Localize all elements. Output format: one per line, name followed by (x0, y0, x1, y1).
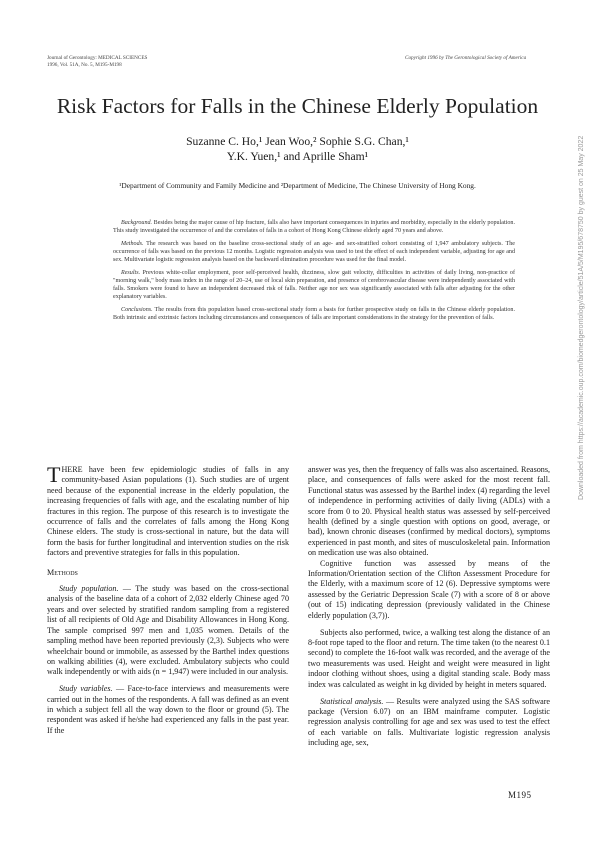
abstract-methods (113, 241, 515, 265)
results-text: Previous white-collar employment, poor self-perceived health, dizziness, slow gait velocity, difficulties in activities of daily living, non-practice of "morning walk," body mass index in the range of 20–24, use of local skin preparation, and presence of cerebrovascular disease were independently associated with falls. Smokers were found to have an independent decreased risk of falls. Neither age nor sex was significantly associated with falls after adjusting for the other explanatory variables. (113, 270, 515, 301)
drop-cap: T (47, 462, 61, 487)
statistical-analysis-label: Statistical analysis. (320, 696, 384, 706)
copyright-notice: Copyright 1996 by The Gerontological Society of America (405, 55, 527, 61)
results-label: Results. (121, 270, 141, 277)
left-column (47, 462, 289, 736)
intro-text: HERE have been few epidemiologic studies of falls in any community-based Asian populations (1). Such studies are of urgent need because of the exponential increase in the elderly population, the increasing frequencies of falls with age, and the escalating number of hip fractures in this region. The purpose of this research is to investigate the occurrence of falls and the correlates of falls among the Hong Kong Chinese elders. The study is cross-sectional in nature, but the data will form the basis for further longitudinal and intervention studies on the risk factors and preventive strategies for falls in this population. (47, 465, 289, 558)
conclusions-label: Conclusions. (121, 307, 153, 314)
background-label: Background. (121, 220, 153, 226)
study-variables-paragraph (47, 684, 289, 736)
functional-status-paragraph: answer was yes, then the frequency of falls was also ascertained. Reasons, place, and consequences of falls were asked for the most recent fall. Functional status was assessed by the Barthel index (4) regarding the level of independence in performing activities of daily living (ADLs) with a score from 0 to 20. Physical health status was assessed by self-perceived health (defined by a single question with options on good, average, or bad), known chronic diseases (confirmed by medical doctors), symptoms experienced in past month, and sites of musculoskeletal pain. Information on medication use was also obtained. (308, 465, 550, 558)
study-variables-label: Study variables. (59, 684, 113, 694)
author-line-1: Suzanne C. Ho,¹ Jean Woo,² Sophie S.G. Chan,¹ (186, 135, 409, 148)
walking-test-paragraph: Subjects also performed, twice, a walking test along the distance of an 8-foot rope taped to the floor and return. The time taken (to the nearest 0.1 second) to complete the 16-foot walk was recorded, and the average of the two measurements was used. Height and weight were measured in light indoor clothing without shoes, using a digital standing scale. Body mass index was calculated as weight in kg divided by height in meters squared. (308, 627, 550, 689)
cognitive-function-paragraph: Cognitive function was assessed by means of the Information/Orientation section of the Clifton Assessment Procedure for the Elderly, with a maximum score of 12 (6). Depressive symptoms were assessed by the Geriatric Depression Scale (7) with a score of 8 or above (out of 15) indicating depression (previously validated in the Chinese elderly population (3,7)). (308, 558, 550, 620)
abstract-results (113, 270, 515, 302)
methods-text: The research was based on the baseline cross-sectional study of an age- and sex-stratified cohort consisting of 1,947 ambulatory subjects. The occurrence of falls was based on the previous 12 months. Logistic regression analysis was used to test the effect of each independent variable, adjusting for age and sex. Multivariate logistic regression analysis based on the backward elimination procedure was used for the final model. (113, 241, 515, 264)
study-population-paragraph (47, 584, 289, 678)
journal-volume: 1996, Vol. 51A, No. 5, M195-M198 (47, 61, 122, 68)
abstract (113, 220, 515, 329)
methods-label: Methods. (121, 241, 144, 248)
statistical-analysis-text: — Results were analyzed using the SAS software package (Version 6.07) on an IBM mainframe computer. Logistic regression analysis controlling for age and sex was used to test the effect of each variable on falls. Multivariate logistic regression analysis including age, sex, (308, 696, 550, 748)
background-text: Besides being the major cause of hip fracture, falls also have important consequences in injuries and morbidity, especially in the elderly population. This study investigated the occurrence of and the correlates of falls in a cohort of Hong Kong Chinese elderly aged 70 years and above. (113, 220, 515, 234)
download-watermark: Downloaded from https://academic.oup.com/biomedgerontology/article/51A/5/M195/678750 by guest on 25 May 2022 (578, 135, 585, 500)
study-population-text: — The study was based on the cross-sectional analysis of the baseline data of a cohort of 2,032 elderly Chinese aged 70 years and over selected by stratified random sampling from a registered list of all recipients of Old Age and Disability Allowances in Hong Kong. The sample comprised 997 men and 1,035 women. Details of the sampling method have been reported previously (2,3). Subjects who were wheelchair bound or immobile, as assessed by the Barthel index questions on walking abilities (4), were excluded. Ambulatory subjects who could walk independently or with aids (n = 1,947) were included in our analysis. (47, 584, 289, 677)
affiliations: ¹Department of Community and Family Medicine and ²Department of Medicine, The Chinese University of Hong Kong. (119, 181, 476, 190)
author-line-2: Y.K. Yuen,¹ and Aprille Sham¹ (226, 150, 369, 163)
journal-name: Journal of Gerontology: MEDICAL SCIENCES (47, 55, 148, 61)
right-column (308, 465, 550, 749)
page-number: M195 (508, 790, 532, 800)
intro-paragraph (47, 462, 289, 559)
abstract-background (113, 220, 515, 236)
article-title: Risk Factors for Falls in the Chinese Elderly Population (56, 94, 539, 118)
journal-citation (47, 55, 147, 68)
study-population-label: Study population. (59, 584, 119, 594)
author-list (0, 134, 595, 164)
abstract-conclusions (113, 307, 515, 323)
study-variables-text: — Face-to-face interviews and measurements were carried out in the homes of the respondents. A fall was defined as an event in which a subject fell all the way down to the floor or ground (5). The respondent was asked if he/she had experienced any falls in the past year. If the (47, 684, 289, 735)
statistical-analysis-paragraph (308, 697, 550, 749)
methods-heading: Methods (47, 567, 78, 577)
conclusions-text: The results from this population based cross-sectional study form a basis for further prospective study on falls in the Chinese elderly population. Both intrinsic and extrinsic factors including circumstances and consequences of falls are important considerations in the strategy for the prevention of falls. (113, 307, 515, 322)
